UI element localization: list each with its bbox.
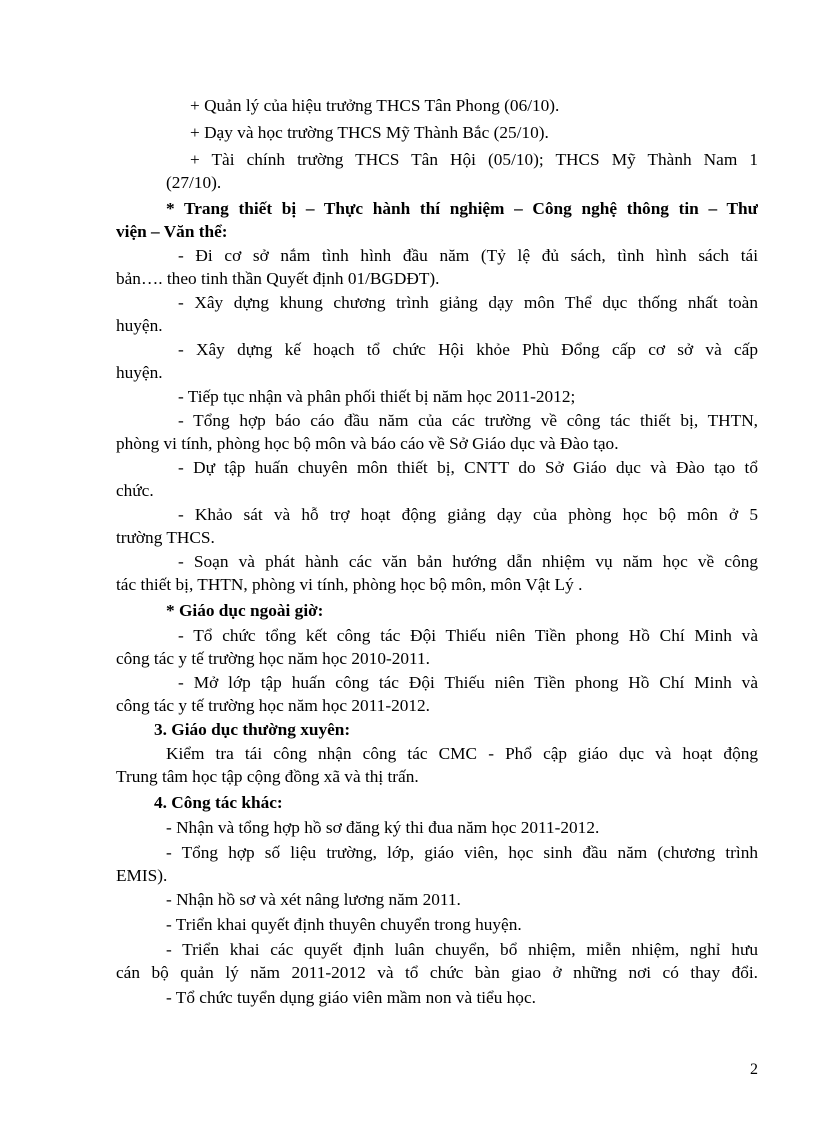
text-line: + Dạy và học trường THCS Mỹ Thành Bắc (25/10). <box>190 123 549 142</box>
section-heading: viện – Văn thể: <box>116 222 228 241</box>
list-item: - Tổng hợp số liệu trường, lớp, giáo viên, học sinh đầu năm (chương trình <box>166 843 758 862</box>
text-line: trường THCS. <box>116 528 215 547</box>
text-line: Kiểm tra tái công nhận công tác CMC - Phổ cập giáo dục và hoạt động <box>166 744 758 763</box>
section-heading: 3. Giáo dục thường xuyên: <box>154 720 351 739</box>
list-item: - Tiếp tục nhận và phân phối thiết bị năm học 2011-2012; <box>178 387 576 406</box>
list-item: - Triển khai các quyết định luân chuyển, bổ nhiệm, miễn nhiệm, nghỉ hưu <box>166 940 758 959</box>
text-line: công tác y tế trường học năm học 2011-2012. <box>116 696 430 715</box>
text-line: phòng vi tính, phòng học bộ môn và báo cáo về Sở Giáo dục và Đào tạo. <box>116 434 619 453</box>
list-item: - Nhận và tổng hợp hồ sơ đăng ký thi đua năm học 2011-2012. <box>166 818 600 837</box>
text-line: huyện. <box>116 363 163 382</box>
list-item: - Soạn và phát hành các văn bản hướng dẫn nhiệm vụ năm học về công <box>178 552 758 571</box>
list-item: - Mở lớp tập huấn công tác Đội Thiếu niên Tiền phong Hồ Chí Minh và <box>178 673 758 692</box>
text-line: huyện. <box>116 316 163 335</box>
text-line: tác thiết bị, THTN, phòng vi tính, phòng học bộ môn, môn Vật Lý . <box>116 575 583 594</box>
section-heading: 4. Công tác khác: <box>154 793 283 812</box>
list-item: - Xây dựng khung chương trình giảng dạy môn Thể dục thống nhất toàn <box>178 293 758 312</box>
text-line: (27/10). <box>166 173 222 192</box>
list-item: - Đi cơ sở nắm tình hình đầu năm (Tỷ lệ đủ sách, tình hình sách tái <box>178 246 758 265</box>
text-line: + Quản lý của hiệu trưởng THCS Tân Phong (06/10). <box>190 96 560 115</box>
section-heading: * Trang thiết bị – Thực hành thí nghiệm – Công nghệ thông tin – Thư <box>166 199 758 218</box>
text-line: công tác y tế trường học năm học 2010-2011. <box>116 649 430 668</box>
text-line: Trung tâm học tập cộng đồng xã và thị trấn. <box>116 767 419 786</box>
text-line: chức. <box>116 481 154 500</box>
page-number: 2 <box>750 1061 758 1078</box>
text-line: EMIS). <box>116 866 168 885</box>
text-line: + Tài chính trường THCS Tân Hội (05/10); THCS Mỹ Thành Nam 1 <box>190 150 758 169</box>
text-line: cán bộ quản lý năm 2011-2012 và tổ chức bàn giao ở những nơi có thay đổi. <box>116 963 758 982</box>
list-item: - Tổ chức tổng kết công tác Đội Thiếu niên Tiền phong Hồ Chí Minh và <box>178 626 758 645</box>
list-item: - Xây dựng kế hoạch tổ chức Hội khỏe Phù Đổng cấp cơ sở và cấp <box>178 340 758 359</box>
list-item: - Triển khai quyết định thuyên chuyển trong huyện. <box>166 915 522 934</box>
list-item: - Tổng hợp báo cáo đầu năm của các trường về công tác thiết bị, THTN, <box>178 411 758 430</box>
list-item: - Khảo sát và hỗ trợ hoạt động giảng dạy của phòng học bộ môn ở 5 <box>178 505 758 524</box>
text-line: bản…. theo tinh thần Quyết định 01/BGDĐT). <box>116 269 440 288</box>
list-item: - Nhận hồ sơ và xét nâng lương năm 2011. <box>166 890 461 909</box>
list-item: - Tổ chức tuyển dụng giáo viên mầm non và tiểu học. <box>166 988 536 1007</box>
section-heading: * Giáo dục ngoài giờ: <box>166 601 324 620</box>
list-item: - Dự tập huấn chuyên môn thiết bị, CNTT do Sở Giáo dục và Đào tạo tổ <box>178 458 758 477</box>
